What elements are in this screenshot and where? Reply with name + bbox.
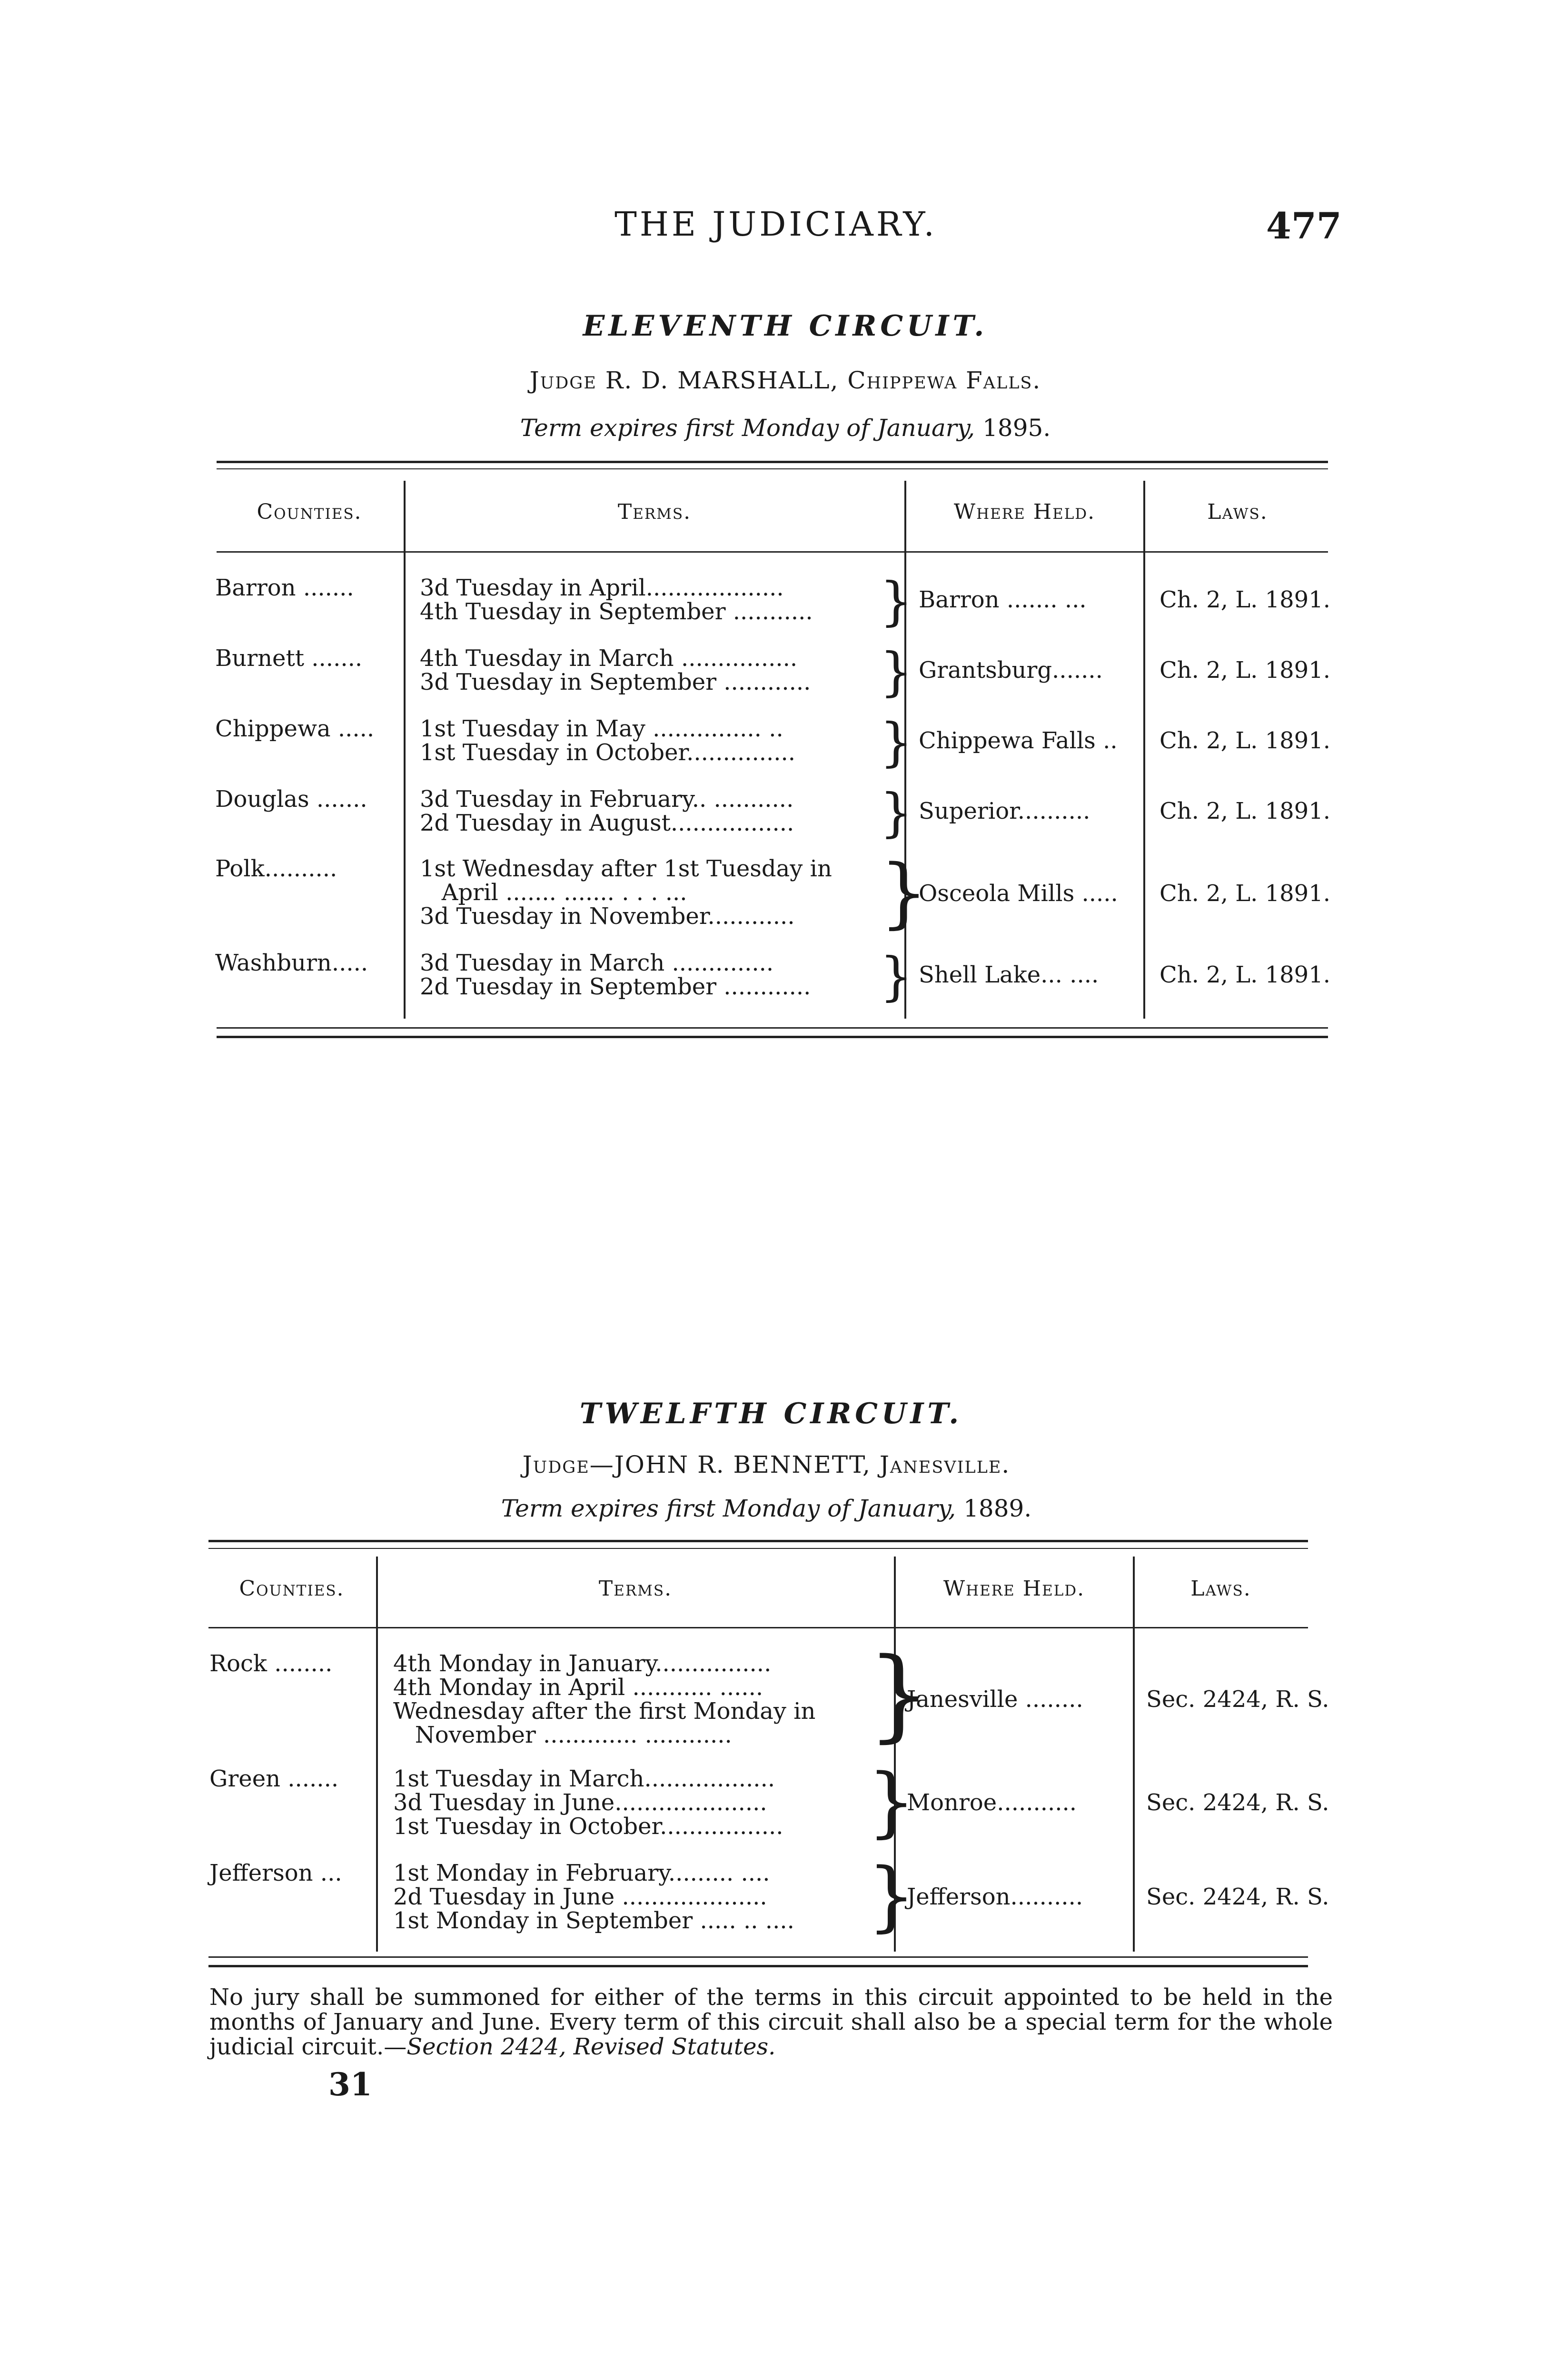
brace: } xyxy=(880,571,913,632)
brace: } xyxy=(880,946,913,1007)
terms-cell: 4th Tuesday in March ................ 3d Tuesday in September ............ xyxy=(420,645,811,695)
judge-place: Chippewa Falls. xyxy=(847,367,1041,394)
where-held-header: Where Held. xyxy=(943,1577,1085,1601)
counties-header: Counties. xyxy=(239,1577,345,1601)
laws-cell: Sec. 2424, R. S. xyxy=(1146,1686,1329,1713)
judge-prefix: Judge xyxy=(529,367,597,394)
terms-header: Terms. xyxy=(617,500,692,524)
terms-header: Terms. xyxy=(598,1577,673,1601)
laws-cell: Ch. 2, L. 1891. xyxy=(1160,727,1331,754)
where-held-cell: Chippewa Falls .. xyxy=(919,727,1118,754)
table-bottom-rule xyxy=(217,1027,1328,1029)
table-top-rule-thin xyxy=(217,468,1328,469)
where-held-cell: Barron ....... ... xyxy=(919,586,1087,613)
terms-cell: 3d Tuesday in April................... 4th Tuesday in September ........... xyxy=(420,575,813,625)
county-cell: Washburn..... xyxy=(215,950,368,976)
header-rule xyxy=(208,1627,1308,1628)
county-cell: Chippewa ..... xyxy=(215,715,375,742)
twelfth-judge-line xyxy=(362,1451,1171,1478)
table-top-rule-thin xyxy=(208,1548,1308,1549)
term-year: 1889. xyxy=(956,1495,1032,1522)
brace: } xyxy=(880,712,913,773)
judge-place: Janesville. xyxy=(879,1451,1011,1478)
terms-cell: 1st Tuesday in March.................. 3d Tuesday in June..................... 1st Tuesday in October................. xyxy=(393,1765,783,1840)
laws-cell: Ch. 2, L. 1891. xyxy=(1160,880,1331,907)
laws-cell: Ch. 2, L. 1891. xyxy=(1160,586,1331,613)
page-number: 477 xyxy=(1266,205,1342,247)
table-bottom-rule-thick xyxy=(208,1965,1308,1967)
where-held-header: Where Held. xyxy=(953,500,1096,524)
brace: } xyxy=(867,1757,916,1846)
where-held-cell: Grantsburg....... xyxy=(919,657,1103,684)
laws-header: Laws. xyxy=(1190,1577,1251,1601)
header-rule xyxy=(217,551,1328,553)
where-held-cell: Jefferson.......... xyxy=(907,1884,1083,1910)
brace: } xyxy=(867,1636,931,1753)
county-cell: Rock ........ xyxy=(209,1650,333,1677)
terms-cell: 4th Monday in January................ 4th Monday in April ........... ...... Wednesday after the first Monday in November ............. ............ xyxy=(393,1650,816,1748)
county-cell: Green ....... xyxy=(209,1765,339,1792)
laws-cell: Sec. 2424, R. S. xyxy=(1146,1884,1329,1910)
table-bottom-rule-thick xyxy=(217,1036,1328,1038)
brace: } xyxy=(880,641,913,702)
table-top-rule xyxy=(217,461,1328,463)
counties-header: Counties. xyxy=(257,500,362,524)
table-top-rule xyxy=(208,1540,1308,1542)
eleventh-judge-line xyxy=(381,367,1190,394)
where-held-cell: Shell Lake... .... xyxy=(919,962,1099,988)
term-expires: Term expires first Monday of January, xyxy=(520,414,975,442)
where-held-cell: Monroe........... xyxy=(907,1789,1077,1816)
brace: } xyxy=(867,1851,916,1940)
column-divider xyxy=(1133,1557,1135,1952)
where-held-cell: Superior.......... xyxy=(919,798,1090,824)
column-divider xyxy=(376,1557,378,1952)
running-title: THE JUDICIARY. xyxy=(614,205,937,244)
where-held-cell: Osceola Mills ..... xyxy=(919,880,1118,907)
eleventh-term-line xyxy=(381,414,1190,442)
footnote-citation: Section 2424, Revised Statutes. xyxy=(406,2033,776,2060)
laws-cell: Ch. 2, L. 1891. xyxy=(1160,798,1331,824)
column-divider xyxy=(404,481,406,1019)
terms-cell: 3d Tuesday in March .............. 2d Tuesday in September ............ xyxy=(420,950,811,1000)
table-bottom-rule xyxy=(208,1956,1308,1958)
terms-cell: 1st Tuesday in May ............... .. 1st Tuesday in October............... xyxy=(420,715,796,766)
terms-cell: 1st Monday in February......... .... 2d Tuesday in June .................... 1st Monday in September ..... .. .... xyxy=(393,1860,794,1934)
footnote xyxy=(209,1985,1333,2059)
county-cell: Barron ....... xyxy=(215,575,354,601)
term-expires: Term expires first Monday of January, xyxy=(501,1495,956,1522)
laws-header: Laws. xyxy=(1207,500,1268,524)
judge-name: R. D. MARSHALL, xyxy=(596,367,848,394)
brace: } xyxy=(880,782,913,843)
laws-cell: Ch. 2, L. 1891. xyxy=(1160,962,1331,988)
term-year: 1895. xyxy=(975,414,1051,442)
brace: } xyxy=(880,848,928,937)
signature-mark: 31 xyxy=(328,2066,372,2103)
judge-name: —JOHN R. BENNETT, xyxy=(589,1451,880,1478)
column-divider xyxy=(1143,481,1145,1019)
terms-cell: 1st Wednesday after 1st Tuesday in April ....... ....... . . . ... 3d Tuesday in November............ xyxy=(420,855,832,930)
county-cell: Jefferson ... xyxy=(209,1860,342,1886)
twelfth-circuit-title: TWELFTH CIRCUIT. xyxy=(579,1397,963,1430)
county-cell: Burnett ....... xyxy=(215,645,363,672)
eleventh-circuit-title: ELEVENTH CIRCUIT. xyxy=(583,309,988,343)
laws-cell: Sec. 2424, R. S. xyxy=(1146,1789,1329,1816)
twelfth-term-line xyxy=(362,1495,1171,1522)
county-cell: Douglas ....... xyxy=(215,786,367,813)
where-held-cell: Janesville ........ xyxy=(907,1686,1083,1713)
terms-cell: 3d Tuesday in February.. ........... 2d Tuesday in August................. xyxy=(420,786,794,836)
footnote-text: No jury shall be summoned for either of the terms in this circuit appointed to be held in the months of January and June. Every term of this circuit shall also be a special term for the whole judicial circuit.— xyxy=(209,1984,1333,2060)
laws-cell: Ch. 2, L. 1891. xyxy=(1160,657,1331,684)
county-cell: Polk.......... xyxy=(215,855,337,882)
judge-prefix: Judge xyxy=(522,1451,590,1478)
